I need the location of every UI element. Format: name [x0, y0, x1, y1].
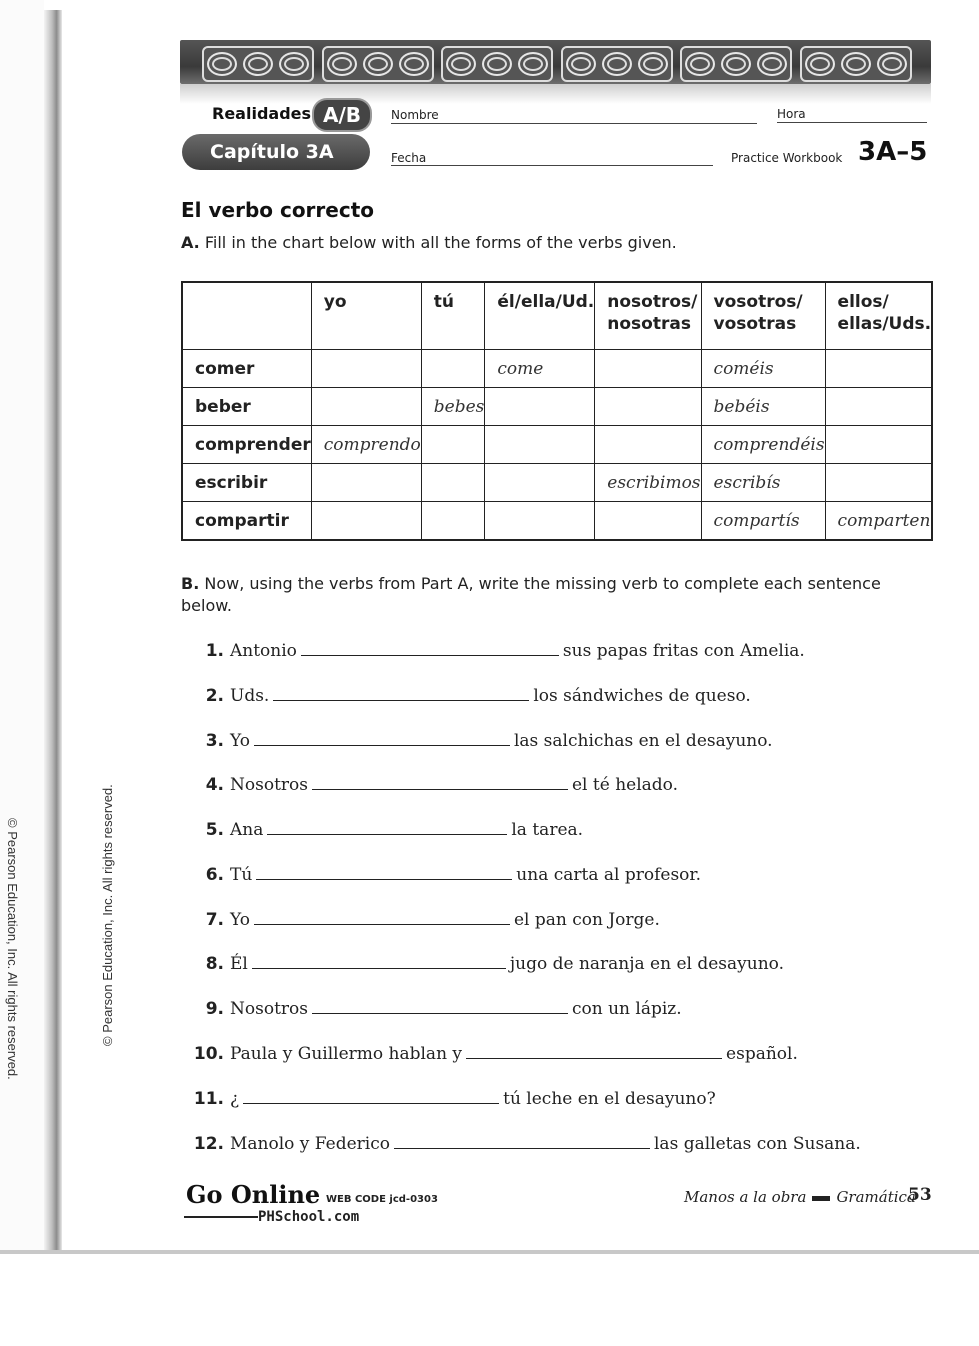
sentence-number: 11.	[193, 1089, 224, 1109]
part-b-instruction	[181, 573, 933, 617]
answer-blank[interactable]	[256, 865, 512, 880]
sentence-start: Nosotros	[230, 999, 308, 1019]
banner-motif	[680, 46, 792, 82]
sentence-start: Yo	[230, 731, 250, 751]
answer-blank[interactable]	[312, 775, 568, 790]
banner-motif	[322, 46, 434, 82]
answer-cell[interactable]: escribís	[701, 464, 825, 502]
answer-cell[interactable]: comparten	[825, 502, 932, 541]
part-a-text: Fill in the chart below with all the forms of the verbs given.	[204, 233, 677, 252]
chart-header-row	[182, 282, 932, 350]
sentence-start: Yo	[230, 910, 250, 930]
sentence-start: Paula y Guillermo hablan y	[230, 1044, 463, 1064]
answer-blank[interactable]	[254, 731, 510, 746]
answer-cell[interactable]	[421, 464, 485, 502]
verb-cell: comer	[182, 350, 311, 388]
answer-blank[interactable]	[273, 686, 529, 701]
banner-motif	[202, 46, 314, 82]
column-header: tú	[421, 282, 485, 350]
sentence-number: 3.	[205, 731, 224, 751]
answer-cell[interactable]	[311, 464, 421, 502]
answer-cell[interactable]	[485, 502, 595, 541]
answer-cell[interactable]	[825, 350, 932, 388]
sentence-start: Nosotros	[230, 775, 308, 795]
part-a-letter: A.	[181, 233, 200, 252]
answer-cell[interactable]: bebéis	[701, 388, 825, 426]
sentence	[186, 641, 805, 661]
sentence-end: español.	[726, 1044, 798, 1064]
answer-cell[interactable]: comprendo	[311, 426, 421, 464]
sentence-end: la tarea.	[511, 820, 584, 840]
chapter-badge: Capítulo 3A	[182, 134, 370, 170]
sentence-number: 10.	[193, 1044, 224, 1064]
answer-cell[interactable]: compartís	[701, 502, 825, 541]
scan-bottom	[0, 1254, 979, 1346]
verb-chart	[181, 281, 933, 541]
section-footer	[684, 1188, 916, 1206]
sentence-end: las galletas con Susana.	[654, 1134, 861, 1154]
sentence	[186, 865, 701, 885]
banner-motif	[561, 46, 673, 82]
answer-cell[interactable]: comprendéis	[701, 426, 825, 464]
answer-cell[interactable]: come	[485, 350, 595, 388]
section-right: Gramática	[836, 1188, 916, 1206]
sentence-number: 4.	[205, 775, 224, 795]
sentence-number: 9.	[205, 999, 224, 1019]
verb-cell: escribir	[182, 464, 311, 502]
answer-cell[interactable]	[421, 502, 485, 541]
sentence-number: 6.	[205, 865, 224, 885]
sentence-start: Manolo y Federico	[230, 1134, 390, 1154]
answer-blank[interactable]	[301, 641, 559, 656]
sentence-end: el pan con Jorge.	[513, 910, 660, 930]
page-number: 53	[908, 1185, 932, 1205]
date-field[interactable]	[391, 165, 713, 166]
site-link[interactable]: PHSchool.com	[258, 1209, 360, 1225]
verb-cell: comprender	[182, 426, 311, 464]
answer-blank[interactable]	[267, 820, 507, 835]
answer-blank[interactable]	[243, 1089, 499, 1104]
sentence-start: Ana	[230, 820, 264, 840]
answer-blank[interactable]	[466, 1044, 722, 1059]
series-label: Realidades	[212, 104, 312, 123]
verb-cell: beber	[182, 388, 311, 426]
workbook-number: 3A–5	[858, 137, 928, 167]
sentence-end: las salchichas en el desayuno.	[513, 731, 773, 751]
sentence-end: jugo de naranja en el desayuno.	[509, 954, 785, 974]
answer-cell[interactable]	[825, 388, 932, 426]
sentence	[186, 1044, 798, 1064]
workbook-label: Practice Workbook	[731, 151, 843, 165]
part-b-letter: B.	[181, 574, 200, 593]
answer-cell[interactable]: bebes	[421, 388, 485, 426]
name-field[interactable]	[391, 123, 757, 124]
sentence-start: Uds.	[230, 686, 270, 706]
sentence-number: 5.	[205, 820, 224, 840]
table-row	[182, 464, 932, 502]
sentence-end: una carta al profesor.	[516, 865, 702, 885]
sentence-start: ¿	[230, 1089, 240, 1109]
hour-label: Hora	[777, 107, 806, 121]
footer-dash	[812, 1196, 830, 1201]
part-a-instruction	[181, 233, 677, 252]
answer-blank[interactable]	[254, 910, 510, 925]
answer-cell[interactable]	[485, 388, 595, 426]
sentence	[186, 686, 751, 706]
banner-gradient	[180, 84, 931, 104]
column-header: vosotros/ vosotras	[701, 282, 825, 350]
sentence	[186, 731, 773, 751]
sentence-number: 12.	[193, 1134, 224, 1154]
verb-cell: compartir	[182, 502, 311, 541]
column-header	[182, 282, 311, 350]
sentence	[186, 1089, 716, 1109]
binding-shadow	[44, 10, 62, 1250]
date-label: Fecha	[391, 151, 427, 165]
answer-cell[interactable]	[421, 350, 485, 388]
answer-cell[interactable]	[595, 426, 701, 464]
sentence	[186, 1134, 861, 1154]
sentence-end: el té helado.	[572, 775, 679, 795]
level-badge: A/B	[312, 98, 372, 132]
sentence-end: sus papas fritas con Amelia.	[562, 641, 805, 661]
part-b-text: Now, using the verbs from Part A, write the missing verb to complete each sentence below.	[181, 574, 881, 615]
banner-motif	[441, 46, 553, 82]
sentence-number: 1.	[205, 641, 224, 661]
sentence	[186, 910, 660, 930]
answer-cell[interactable]	[311, 388, 421, 426]
table-row	[182, 388, 932, 426]
table-row	[182, 426, 932, 464]
sentence-number: 8.	[205, 954, 224, 974]
sentence-end: tú leche en el desayuno?	[503, 1089, 716, 1109]
answer-cell[interactable]: coméis	[701, 350, 825, 388]
sentence-start: Tú	[230, 865, 253, 885]
sentence	[186, 820, 583, 840]
answer-cell[interactable]	[485, 426, 595, 464]
column-header: ellos/ ellas/Uds.	[825, 282, 932, 350]
answer-cell[interactable]	[595, 350, 701, 388]
sentence-end: con un lápiz.	[572, 999, 682, 1019]
column-header: él/ella/Ud.	[485, 282, 595, 350]
page-title: El verbo correcto	[181, 198, 375, 222]
sentence	[186, 775, 678, 795]
sentence	[186, 999, 682, 1019]
sentence-end: los sándwiches de queso.	[533, 686, 751, 706]
hour-field[interactable]	[777, 122, 927, 123]
section-left: Manos a la obra	[684, 1188, 807, 1206]
go-online-logo: Go Online	[186, 1180, 321, 1209]
answer-cell[interactable]	[595, 388, 701, 426]
sentence-start: Él	[230, 954, 248, 974]
sentence-number: 2.	[205, 686, 224, 706]
answer-cell[interactable]: escribimos	[595, 464, 701, 502]
sentence	[186, 954, 784, 974]
copyright-outer: © Pearson Education, Inc. All rights reserved.	[5, 818, 20, 1080]
column-header: yo	[311, 282, 421, 350]
column-header: nosotros/ nosotras	[595, 282, 701, 350]
answer-cell[interactable]	[485, 464, 595, 502]
table-row	[182, 350, 932, 388]
web-code: WEB CODE jcd-0303	[326, 1194, 438, 1205]
sentence-start: Antonio	[230, 641, 297, 661]
answer-blank[interactable]	[394, 1134, 650, 1149]
banner-motif	[800, 46, 912, 82]
name-label: Nombre	[391, 108, 439, 122]
copyright-inner: © Pearson Education, Inc. All rights reserved.	[100, 784, 115, 1046]
answer-blank[interactable]	[312, 999, 568, 1014]
answer-cell[interactable]	[311, 350, 421, 388]
answer-cell[interactable]	[311, 502, 421, 541]
logo-underline	[184, 1216, 258, 1218]
sentence-number: 7.	[205, 910, 224, 930]
table-row	[182, 502, 932, 541]
answer-cell[interactable]	[825, 464, 932, 502]
answer-blank[interactable]	[252, 954, 506, 969]
answer-cell[interactable]	[595, 502, 701, 541]
answer-cell[interactable]	[825, 426, 932, 464]
answer-cell[interactable]	[421, 426, 485, 464]
